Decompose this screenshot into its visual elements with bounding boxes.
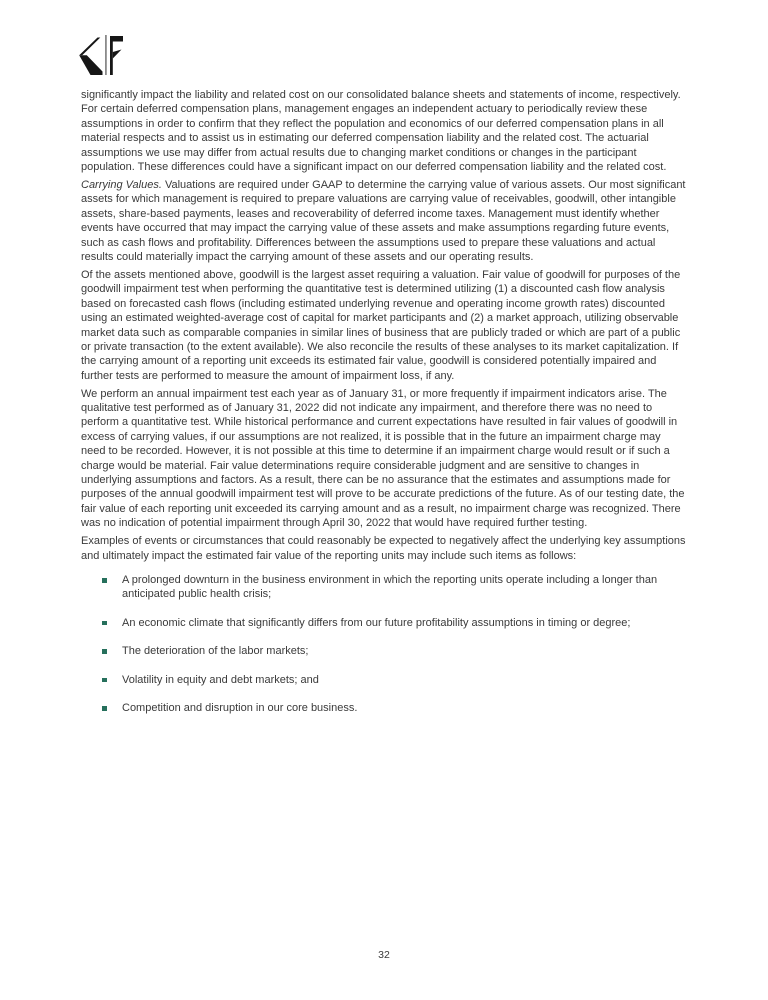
bullet-text: Competition and disruption in our core business. bbox=[122, 702, 358, 715]
korn-ferry-logo bbox=[78, 35, 123, 75]
page-content bbox=[81, 88, 688, 715]
risk-factors-bullet-list bbox=[81, 573, 688, 715]
square-bullet-icon bbox=[102, 678, 107, 683]
paragraph-lead-italic: Carrying Values. bbox=[81, 178, 162, 191]
square-bullet-icon bbox=[102, 649, 107, 654]
paragraph-carrying-values bbox=[81, 178, 688, 264]
bullet-text: The deterioration of the labor markets; bbox=[122, 645, 309, 658]
paragraph-examples-intro: Examples of events or circumstances that could reasonably be expected to negatively affect the underlying key assumptions and ultimately impact the estimated fair value of the reporting units may include such items as follows: bbox=[81, 535, 686, 562]
paragraph-deferred-compensation: significantly impact the liability and related cost on our consolidated balance sheets and statements of income, respectively. For certain deferred compensation plans, management engages an independent actuary to periodically review these assumptions in order to confirm that they reflect the population and economics of our deferred compensation plans in all material respects and to assist us in estimating our deferred compensation liability and the related cost. The actuarial assumptions we use may differ from actual results due to changing market conditions or changes in the participant population. These differences could have a significant impact on our deferred compensation liability and the related cost. bbox=[81, 89, 681, 174]
list-item bbox=[102, 644, 688, 658]
list-item bbox=[102, 573, 688, 602]
bullet-text: An economic climate that significantly differs from our future profitability assumptions in timing or degree; bbox=[122, 616, 631, 629]
paragraph-text: Valuations are required under GAAP to determine the carrying value of various assets. Our most significant assets for which management is required to prepare valuations are carrying value of receivables, goodwill, other intangible assets, share-based payments, leases and recoverability of deferred income taxes. Management must identify whether events have occurred that may impact the carrying value of these assets and make assumptions regarding future events, such as cash flows and profitability. Differences between the assumptions used to prepare these valuations and actual results could materially impact the carrying amount of these assets and our operating results. bbox=[81, 178, 686, 263]
kf-monogram-icon bbox=[78, 35, 123, 75]
page-footer bbox=[0, 948, 768, 962]
square-bullet-icon bbox=[102, 621, 107, 626]
bullet-text: A prolonged downturn in the business environment in which the reporting units operate including a longer than anticipated public health crisis; bbox=[122, 574, 658, 601]
list-item bbox=[102, 616, 688, 630]
bullet-text: Volatility in equity and debt markets; and bbox=[122, 673, 319, 686]
square-bullet-icon bbox=[102, 578, 107, 583]
list-item bbox=[102, 701, 688, 715]
list-item bbox=[102, 673, 688, 687]
page-number: 32 bbox=[378, 949, 390, 961]
paragraph-goodwill-valuation: Of the assets mentioned above, goodwill is the largest asset requiring a valuation. Fair value of goodwill for purposes of the goodwill impairment test when performing the quantitative test is determined utilizing (1) a discounted cash flow analysis based on forecasted cash flows (including estimated underlying revenue and operating income growth rates) discounted using an estimated weighted-average cost of capital for market participants and (2) a market approach, utilizing observable market data such as comparable companies in similar lines of business that are publicly traded or which are part of a public or private transaction (to the extent available). We also reconcile the results of these analyses to its market capitalization. If the carrying amount of a reporting unit exceeds its estimated fair value, goodwill is considered potentially impaired and further tests are performed to measure the amount of impairment loss, if any. bbox=[81, 268, 681, 382]
paragraph-impairment-test: We perform an annual impairment test each year as of January 31, or more frequently if impairment indicators arise. The qualitative test performed as of January 31, 2022 did not indicate any impairment, and therefore there was no need to perform a quantitative test. While historical performance and current expectations have resulted in fair values of goodwill in excess of carrying values, if our assumptions are not realized, it is possible that in the future an impairment charge may need to be recorded. However, it is not possible at this time to determine if an impairment charge would result or if such a charge would be material. Fair value determinations require considerable judgment and are sensitive to changes in underlying assumptions and factors. As a result, there can be no assurance that the estimates and assumptions made for purposes of the annual goodwill impairment test will prove to be accurate predictions of the future. As of our testing date, the fair value of each reporting unit exceeded its carrying amount and as a result, no impairment charge was recognized. There was no indication of potential impairment through April 30, 2022 that would have required further testing. bbox=[81, 387, 685, 530]
square-bullet-icon bbox=[102, 706, 107, 711]
